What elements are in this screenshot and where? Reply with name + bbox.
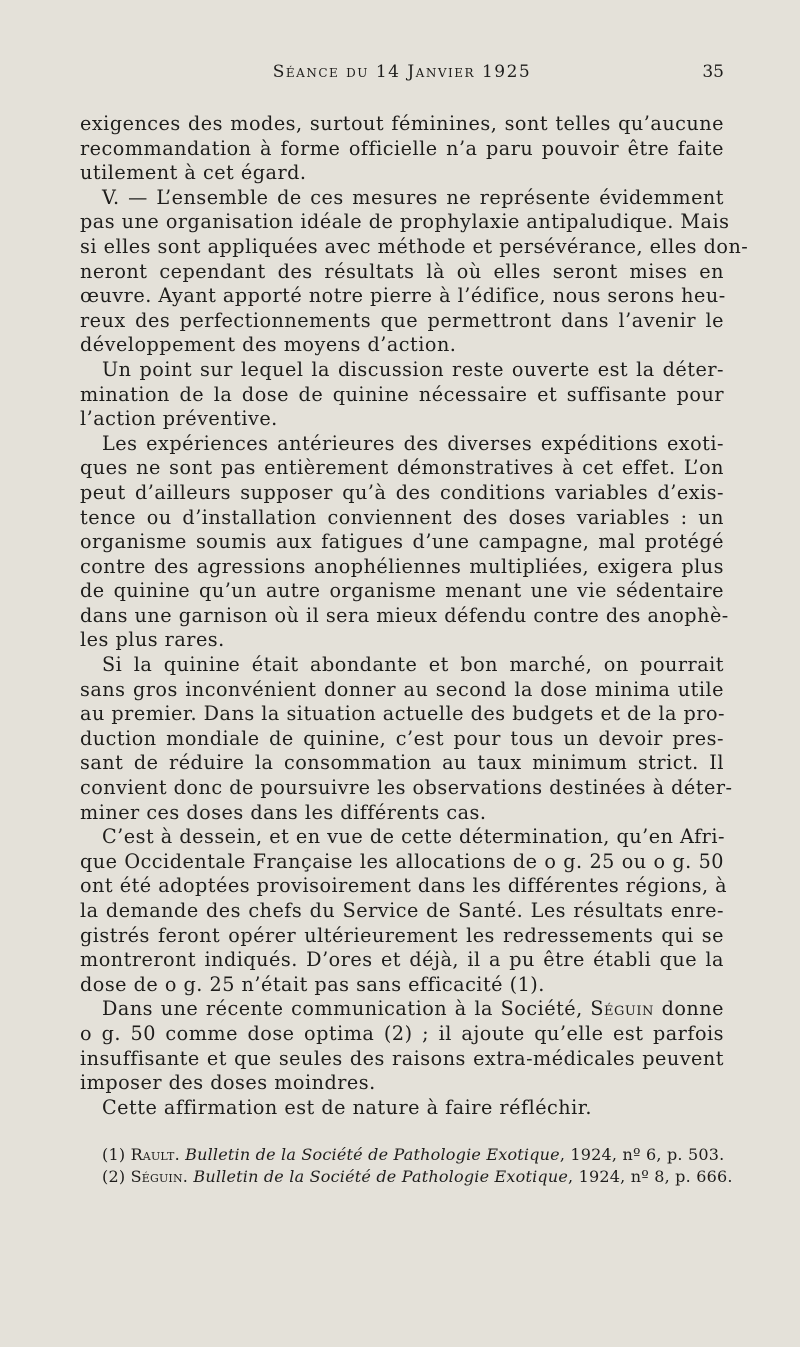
text-line: V. — L’ensemble de ces mesures ne représente évidemment <box>102 185 724 209</box>
text-line <box>80 997 724 1022</box>
text-line: développement des moyens d’action. <box>80 333 457 357</box>
text-line: gistrés feront opérer ultérieurement les redressements qui se <box>80 923 724 947</box>
text-line: ont été adoptées provisoirement dans les différentes régions, à <box>80 874 728 898</box>
text-line: imposer des doses moindres. <box>80 1071 376 1095</box>
text-line: organisme soumis aux fatigues d’une campagne, mal protégé <box>80 530 724 554</box>
text-line-start: Dans une récente communication à la Société, <box>102 997 591 1021</box>
text-line: mination de la dose de quinine nécessaire et suffisante pour <box>80 382 724 406</box>
text-line: tence ou d’installation conviennent des doses variables : un <box>80 505 724 529</box>
text-line: neront cependant des résultats là où elles seront mises en <box>80 259 724 283</box>
text-line: les plus rares. <box>80 628 225 652</box>
text-line: contre des agressions anophéliennes multipliées, exigera plus <box>80 554 724 578</box>
text-line: que Occidentale Française les allocations de o g. 25 ou o g. 50 <box>80 849 724 873</box>
text-line: Si la quinine était abondante et bon marché, on pourrait <box>102 653 724 677</box>
text-line: dose de o g. 25 n’était pas sans efficacité (1). <box>80 972 545 996</box>
text-line: Un point sur lequel la discussion reste ouverte est la déter- <box>102 357 724 381</box>
text-line: o g. 50 comme dose optima (2) ; il ajoute qu’elle est parfois <box>80 1021 724 1045</box>
text-line: C’est à dessein, et en vue de cette détermination, qu’en Afri- <box>102 825 725 849</box>
text-line: sans gros inconvénient donner au second la dose minima utile <box>80 677 724 701</box>
footnotes <box>102 1144 733 1188</box>
author-name: Séguin <box>590 997 654 1021</box>
text-line: exigences des modes, surtout féminines, sont telles qu’aucune <box>80 112 724 135</box>
text-line: convient donc de poursuivre les observations destinées à déter- <box>80 776 733 800</box>
footnote: (2) Séguin. Bulletin de la Société de Pathologie Exotique, 1924, nº 8, p. 666. <box>102 1167 733 1186</box>
text-line: Les expériences antérieures des diverses expéditions exoti- <box>102 431 724 455</box>
text-line: au premier. Dans la situation actuelle des budgets et de la pro- <box>80 702 726 726</box>
text-line: si elles sont appliquées avec méthode et persévérance, elles don- <box>80 234 749 258</box>
text-line: Cette affirmation est de nature à faire réfléchir. <box>102 1095 592 1119</box>
footnote-marker: (1) <box>102 1145 126 1164</box>
text-line: œuvre. Ayant apporté notre pierre à l’édifice, nous serons heu- <box>80 284 726 308</box>
text-line: la demande des chefs du Service de Santé. Les résultats enre- <box>80 899 724 922</box>
footnote-author: Séguin <box>130 1167 183 1186</box>
text-line: duction mondiale de quinine, c’est pour tous un devoir pres- <box>80 726 724 750</box>
text-line: de quinine qu’un autre organisme menant une vie sédentaire <box>80 579 724 603</box>
text-line: ques ne sont pas entièrement démonstratives à cet effet. L’on <box>80 456 724 480</box>
text-line: recommandation à forme officielle n’a paru pouvoir être faite <box>80 136 724 160</box>
text-line: insuffisante et que seules des raisons extra-médicales peuvent <box>80 1046 724 1070</box>
footnote-ref: , 1924, nº 6, p. 503. <box>559 1145 725 1164</box>
text-line: sant de réduire la consommation au taux minimum strict. Il <box>80 751 724 775</box>
running-header <box>80 62 724 92</box>
text-line: montreront indiqués. D’ores et déjà, il a pu être établi que la <box>80 948 724 972</box>
footnote-ref: , 1924, nº 8, p. 666. <box>568 1167 733 1186</box>
text-line: l’action préventive. <box>80 407 278 431</box>
page-number: 35 <box>702 62 724 82</box>
text-line: utilement à cet égard. <box>80 161 307 185</box>
text-line: reux des perfectionnements que permettront dans l’avenir le <box>80 308 724 332</box>
footnote: (1) Rault. Bulletin de la Société de Pathologie Exotique, 1924, nº 6, p. 503. <box>102 1145 725 1164</box>
text-line: miner ces doses dans les différents cas. <box>80 800 487 824</box>
footnote-author: Rault <box>130 1145 175 1164</box>
footnote-marker: (2) <box>102 1167 126 1186</box>
body-text <box>80 112 749 1120</box>
text-line: dans une garnison où il sera mieux défendu contre des anophè- <box>80 603 729 627</box>
footnote-journal: Bulletin de la Société de Pathologie Exotique <box>185 1145 560 1164</box>
text-line: peut d’ailleurs supposer qu’à des conditions variables d’exis- <box>80 480 724 504</box>
footnote-journal: Bulletin de la Société de Pathologie Exotique <box>193 1167 569 1186</box>
text-line: pas une organisation idéale de prophylaxie antipaludique. Mais <box>80 210 730 234</box>
text-line-end: donne <box>653 997 724 1021</box>
running-title: Séance du 14 Janvier 1925 <box>272 62 532 82</box>
